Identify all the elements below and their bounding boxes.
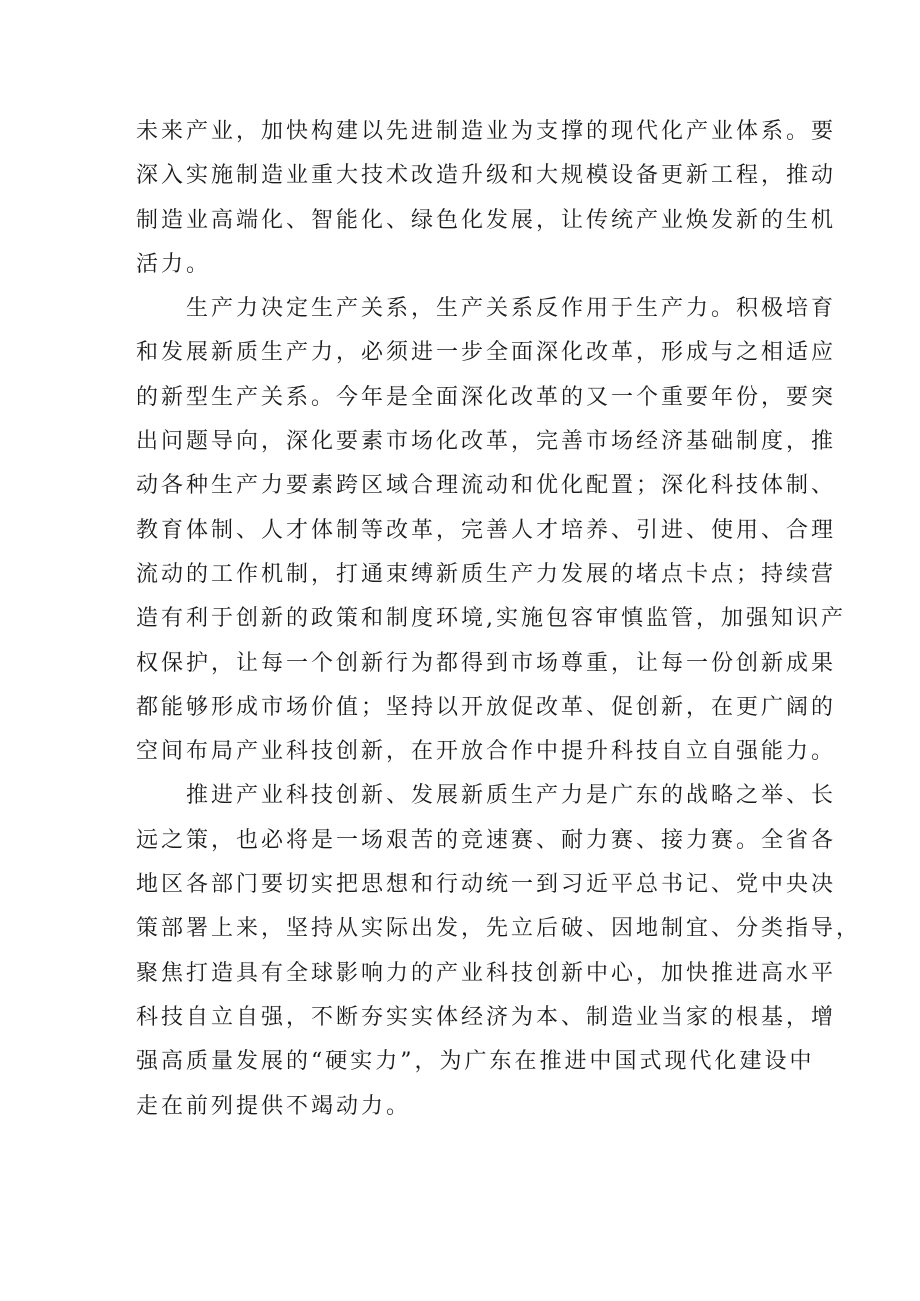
text-line: 教育体制、人才体制等改革，完善人才培养、引进、使用、合理 (136, 517, 837, 543)
text-line: 未来产业，加快构建以先进制造业为支撑的现代化产业体系。要 (136, 119, 837, 144)
text-line: 科技自立自强，不断夯实实体经济为本、制造业当家的根基，增 (136, 1004, 837, 1030)
text-line: 强高质量发展的“硬实力”，为广东在推进中国式现代化建设中 (136, 1049, 815, 1075)
text-line: 推进产业科技创新、发展新质生产力是广东的战略之举、长 (186, 783, 837, 809)
paragraph-3 (136, 774, 862, 1128)
text-line: 动各种生产力要素跨区域合理流动和优化配置；深化科技体制、 (136, 473, 837, 499)
text-line: 权保护，让每一个创新行为都得到市场尊重，让每一份创新成果 (136, 650, 837, 676)
text-line: 深入实施制造业重大技术改造升级和大规模设备更新工程，推动 (136, 163, 837, 189)
text-line: 远之策，也必将是一场艰苦的竞速赛、耐力赛、接力赛。全省各 (136, 827, 837, 853)
text-line: 策部署上来，坚持从实际出发，先立后破、因地制宜、分类指导， (136, 916, 862, 942)
paragraph-2 (136, 287, 846, 774)
text-line: 和发展新质生产力，必须进一步全面深化改革，形成与之相适应 (136, 340, 837, 366)
article-body (136, 110, 862, 1129)
text-line: 聚焦打造具有全球影响力的产业科技创新中心，加快推进高水平 (136, 960, 837, 986)
paragraph-1 (136, 110, 837, 287)
text-line: 走在前列提供不竭动力。 (136, 1093, 412, 1119)
text-line: 的新型生产关系。今年是全面深化改革的又一个重要年份，要突 (136, 384, 837, 410)
text-line: 制造业高端化、智能化、绿色化发展，让传统产业焕发新的生机 (136, 207, 837, 233)
text-line: 空间布局产业科技创新，在开放合作中提升科技自立自强能力。 (136, 739, 837, 765)
text-line: 造有利于创新的政策和制度环境,实施包容审慎监管，加强知识产 (136, 606, 846, 632)
text-line: 都能够形成市场价值；坚持以开放促改革、促创新，在更广阔的 (136, 694, 837, 720)
text-line: 出问题导向，深化要素市场化改革，完善市场经济基础制度，推 (136, 429, 837, 455)
text-line: 活力。 (136, 251, 212, 277)
text-line: 流动的工作机制，打通束缚新质生产力发展的堵点卡点；持续营 (136, 561, 837, 587)
text-line: 生产力决定生产关系，生产关系反作用于生产力。积极培育 (186, 296, 837, 322)
text-line: 地区各部门要切实把思想和行动统一到习近平总书记、党中央决 (136, 872, 837, 898)
